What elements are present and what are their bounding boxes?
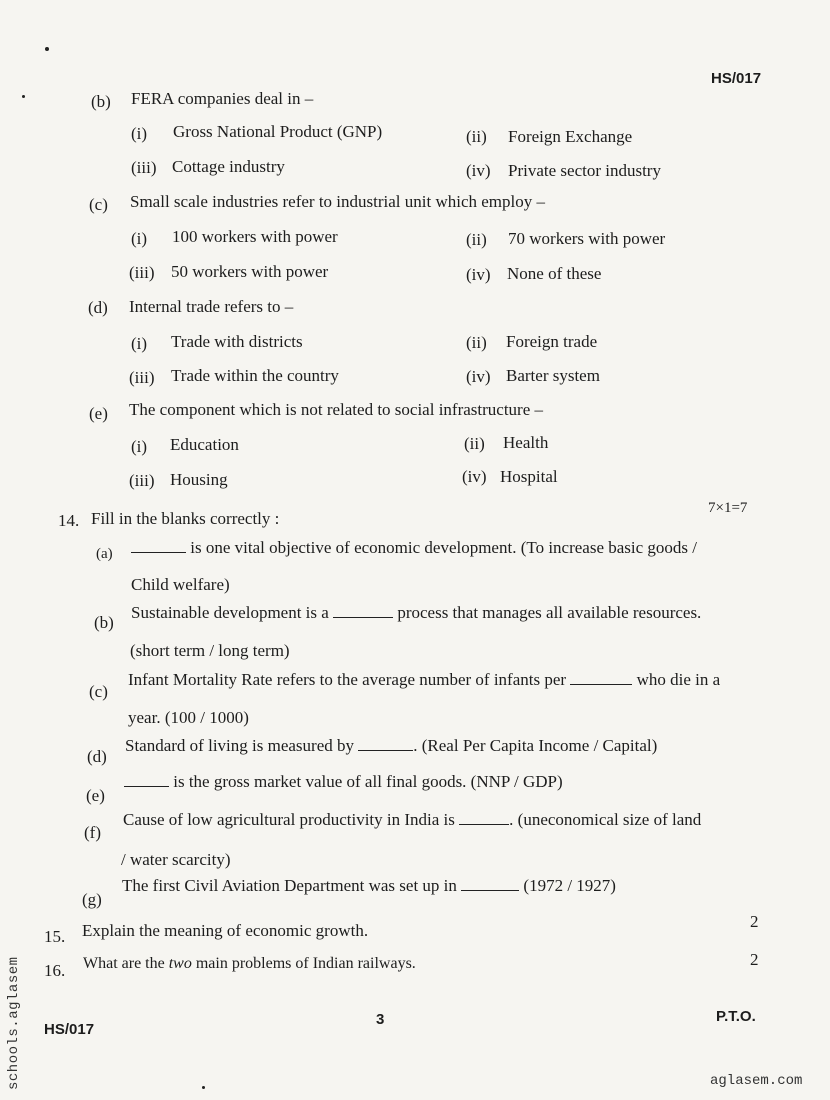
q13d-opt4-text: Barter system [506,366,600,385]
answer-blank [459,823,509,825]
q13e-label: (e) [89,404,108,423]
q13b-opt1-text: Gross National Product (GNP) [173,122,383,141]
q13e-opt1-num: (i) [131,437,148,456]
q14g-line1 [122,876,616,896]
ink-speck [22,95,25,98]
q14a-line2: Child welfare) [131,575,230,594]
q14-number: 14. [58,511,80,530]
q13b-opt1-num: (i) [131,124,148,143]
q13e-opt4-text: Hospital [500,467,558,486]
q14e-label: (e) [86,786,105,805]
q13d-opt4-num: (iv) [466,367,491,386]
q14f-text-b: . (uneconomical size of land [509,810,702,829]
q13d-opt1-num: (i) [131,334,148,353]
answer-blank [333,616,393,618]
q14c-line1 [128,670,720,690]
q13c-opt3-num: (iii) [129,263,155,282]
q15-number: 15. [44,927,66,946]
q13d-opt1-text: Trade with districts [171,332,303,351]
q14b-label: (b) [94,613,114,632]
q14f-line1 [123,810,701,830]
q14a-line1 [131,538,697,558]
q13c-opt3-text: 50 workers with power [171,262,329,281]
q14g-text-a: The first Civil Aviation Department was set up in [122,876,457,895]
q13d-opt2-num: (ii) [466,333,487,352]
q13b-opt4-text: Private sector industry [508,161,661,180]
q13c-opt1-num: (i) [131,229,148,248]
q14c-label: (c) [89,682,108,701]
ink-speck [45,47,49,51]
q13b-opt2-num: (ii) [466,127,487,146]
q13e-opt2-num: (ii) [464,434,485,453]
answer-blank [124,785,169,787]
q16-text [83,955,416,973]
q13c-opt2-text: 70 workers with power [508,229,666,248]
paper-code-header: HS/017 [711,70,762,87]
q13e-opt4-num: (iv) [462,467,487,486]
side-watermark: schools.aglasem [6,956,22,1090]
q14g-text-b: (1972 / 1927) [523,876,616,895]
q13e-opt3-num: (iii) [129,471,155,490]
q14b-line1 [131,603,701,623]
q14b-text-a: Sustainable development is a [131,603,329,622]
q13d-opt3-num: (iii) [129,368,155,387]
q13e-opt3-text: Housing [170,470,228,489]
q13d-label: (d) [88,298,108,317]
q13d-opt3-text: Trade within the country [171,366,339,385]
q14f-text-a: Cause of low agricultural productivity in India is [123,810,455,829]
q14f-label: (f) [84,823,101,842]
answer-blank [461,889,519,891]
q13b-stem: FERA companies deal in – [131,89,314,108]
answer-blank [358,749,413,751]
q13c-opt2-num: (ii) [466,230,487,249]
q13b-label: (b) [91,92,111,111]
q14d-text-a: Standard of living is measured by [125,736,354,755]
q13b-opt3-text: Cottage industry [172,157,285,176]
site-watermark: aglasem.com [710,1073,803,1089]
q13e-opt2-text: Health [503,433,549,452]
q16-marks: 2 [750,950,759,969]
q13e-opt1-text: Education [170,435,239,454]
q13c-opt1-text: 100 workers with power [172,227,338,246]
paper-code-footer: HS/017 [44,1021,95,1038]
q14d-label: (d) [87,747,107,766]
q13b-opt3-num: (iii) [131,158,157,177]
pto-label: P.T.O. [716,1008,756,1025]
page-number: 3 [376,1011,385,1028]
q14-title: Fill in the blanks correctly : [91,509,280,528]
q14g-label: (g) [82,890,102,909]
q14c-text-b: who die in a [636,670,721,689]
q16-text-em: two [168,955,192,972]
q14f-line2: / water scarcity) [121,850,231,869]
q14a-text: is one vital objective of economic development. (To increase basic goods / [190,538,698,557]
q13c-opt4-text: None of these [507,264,602,283]
q16-number: 16. [44,961,66,980]
q14d-text-b: . (Real Per Capita Income / Capital) [413,736,658,755]
q14b-line2: (short term / long term) [130,641,290,660]
answer-blank [570,683,632,685]
q13e-stem: The component which is not related to social infrastructure – [129,400,544,419]
ink-speck [202,1086,205,1089]
q14d-line1 [125,736,657,756]
q13d-opt2-text: Foreign trade [506,332,598,351]
q13b-opt4-num: (iv) [466,161,491,180]
q16-text-post: main problems of Indian railways. [191,955,416,972]
q14-marks: 7×1=7 [708,500,748,516]
q15-text: Explain the meaning of economic growth. [82,921,369,940]
q13b-opt2-text: Foreign Exchange [508,127,633,146]
q14e-line1 [124,772,563,792]
q14b-text-b: process that manages all available resources. [397,603,702,622]
q14e-text: is the gross market value of all final goods. (NNP / GDP) [173,772,563,791]
q16-text-pre: What are the [83,955,169,972]
q13c-label: (c) [89,195,108,214]
q13c-opt4-num: (iv) [466,265,491,284]
answer-blank [131,551,186,553]
q15-marks: 2 [750,912,759,931]
q14c-text-a: Infant Mortality Rate refers to the average number of infants per [128,670,567,689]
q13d-stem: Internal trade refers to – [129,297,294,316]
q14c-line2: year. (100 / 1000) [128,708,249,727]
q14a-label: (a) [96,546,113,562]
q13c-stem: Small scale industries refer to industrial unit which employ – [130,192,545,211]
